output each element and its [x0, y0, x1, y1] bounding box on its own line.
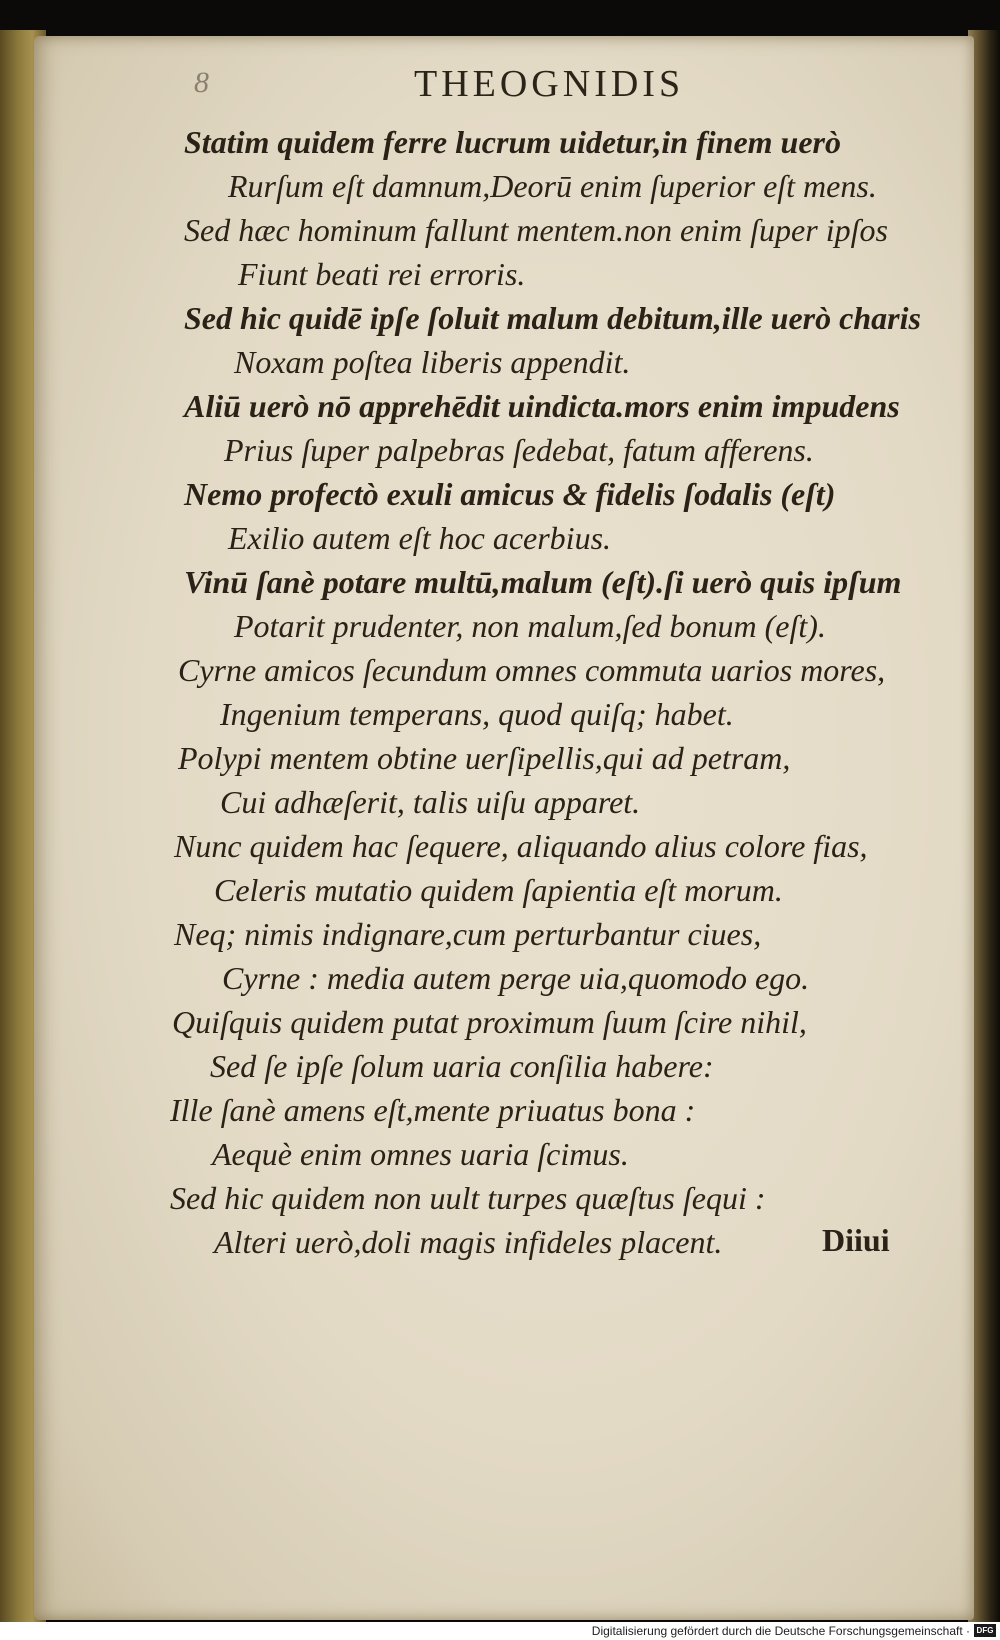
verse-line: Aliū uerò nō apprehēdit uindicta.mors enim impudens — [184, 388, 900, 424]
verse-line: Exilio autem eſt hoc acerbius. — [228, 520, 612, 556]
book-page — [34, 36, 974, 1620]
verse-line: Potarit prudenter, non malum,ſed bonum (eſt). — [234, 608, 826, 644]
dfg-logo-icon: DFG — [974, 1624, 996, 1637]
verse-line: Fiunt beati rei erroris. — [238, 256, 526, 292]
verse-line: Ingenium temperans, quod quiſq; habet. — [220, 696, 734, 732]
verse-line: Ille ſanè amens eſt,mente priuatus bona : — [170, 1092, 696, 1128]
verse-line: Celeris mutatio quidem ſapientia eſt morum. — [214, 872, 783, 908]
verse-line: Sed hic quidem non uult turpes quæſtus ſequi : — [170, 1180, 766, 1216]
verse-line: Rurſum eſt damnum,Deorū enim ſuperior eſt mens. — [228, 168, 877, 204]
page-number: 8 — [194, 66, 209, 99]
verse-line: Polypi mentem obtine uerſipellis,qui ad petram, — [178, 740, 791, 776]
verse-line: Cui adhæſerit, talis uiſu apparet. — [220, 784, 641, 820]
verse-line: Neq; nimis indignare,cum perturbantur ciues, — [174, 916, 762, 952]
running-header: THEOGNIDIS — [414, 63, 685, 105]
verse-line: Sed hic quidē ipſe ſoluit malum debitum,ille uerò charis — [184, 300, 921, 336]
verse-line: Nunc quidem hac ſequere, aliquando alius colore fias, — [174, 828, 868, 864]
verse-line: Vinū ſanè potare multū,malum (eſt).ſi uerò quis ipſum — [184, 564, 902, 600]
verse-line: Noxam poſtea liberis appendit. — [234, 344, 631, 380]
digitization-footer — [0, 1622, 1000, 1640]
scan-top-border — [0, 0, 1000, 40]
footer-credit: Digitalisierung gefördert durch die Deutsche Forschungsgemeinschaft · — [591, 1624, 970, 1638]
verse-line: Sed ſe ipſe ſolum uaria conſilia habere: — [210, 1048, 714, 1084]
verse-line: Prius ſuper palpebras ſedebat, fatum afferens. — [224, 432, 814, 468]
verse-line: Alteri uerò,doli magis infideles placent. — [214, 1224, 723, 1260]
verse-line: Statim quidem ferre lucrum uidetur,in finem uerò — [184, 124, 841, 160]
verse-line: Cyrne amicos ſecundum omnes commuta uarios mores, — [178, 652, 886, 688]
verse-line: Cyrne : media autem perge uia,quomodo ego. — [222, 960, 810, 996]
verse-line: Quiſquis quidem putat proximum ſuum ſcire nihil, — [172, 1004, 807, 1040]
verse-line: Nemo profectò exuli amicus & fidelis ſodalis (eſt) — [184, 476, 836, 512]
verse-line: Aequè enim omnes uaria ſcimus. — [212, 1136, 629, 1172]
catchword: Diiui — [822, 1222, 890, 1258]
verse-line: Sed hæc hominum fallunt mentem.non enim ſuper ipſos — [184, 212, 888, 248]
